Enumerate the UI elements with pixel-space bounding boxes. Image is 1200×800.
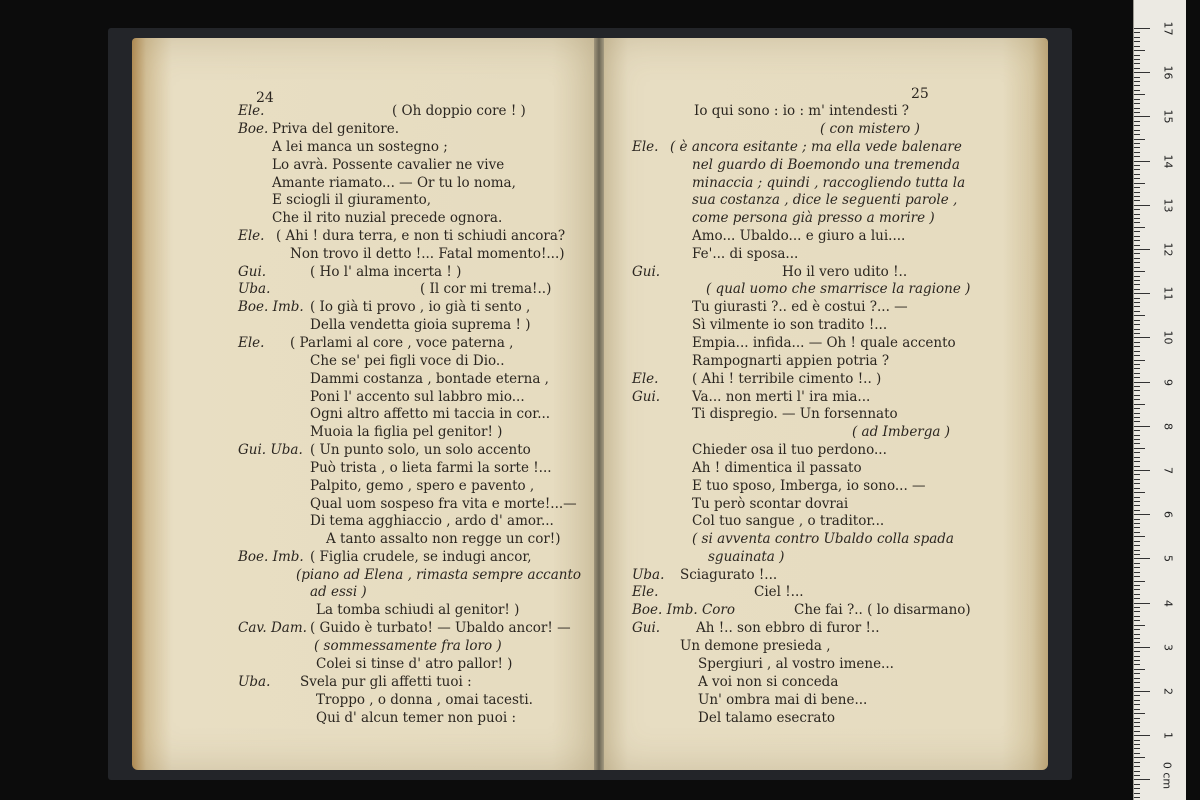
ruler-tick bbox=[1134, 527, 1140, 528]
ruler-label: 15 bbox=[1161, 109, 1175, 124]
ruler-label: 16 bbox=[1161, 65, 1175, 80]
ruler-tick bbox=[1134, 638, 1140, 639]
page-number-left: 24 bbox=[256, 90, 274, 106]
ruler-tick bbox=[1134, 139, 1145, 140]
ruler-tick bbox=[1134, 700, 1140, 701]
ruler-tick bbox=[1134, 41, 1140, 42]
ruler-tick bbox=[1134, 245, 1140, 246]
verse-line: Ciel !... bbox=[754, 584, 804, 600]
ruler-tick bbox=[1134, 589, 1140, 590]
verse-line: Qui d' alcun temer non puoi : bbox=[316, 710, 517, 726]
ruler-tick bbox=[1134, 625, 1145, 626]
verse-line: Muoia la figlia pel genitor! ) bbox=[310, 424, 503, 440]
ruler-tick bbox=[1134, 735, 1150, 736]
ruler-tick bbox=[1134, 329, 1140, 330]
ruler-tick bbox=[1134, 103, 1140, 104]
ruler-tick bbox=[1134, 567, 1140, 568]
ruler-tick bbox=[1134, 709, 1140, 710]
verse-line: sua costanza , dice le seguenti parole , bbox=[692, 192, 958, 208]
verse-line: La tomba schiudi al genitor! ) bbox=[316, 602, 520, 618]
speaker-label: Boe. Imb. bbox=[238, 299, 304, 315]
ruler-tick bbox=[1134, 276, 1140, 277]
ruler-tick bbox=[1134, 779, 1150, 780]
ruler-tick bbox=[1134, 346, 1140, 347]
ruler-tick bbox=[1134, 143, 1140, 144]
ruler-tick bbox=[1134, 673, 1140, 674]
verse-line: Tu giurasti ?.. ed è costui ?... — bbox=[692, 299, 908, 315]
ruler-tick bbox=[1134, 72, 1150, 73]
ruler-tick bbox=[1134, 382, 1150, 383]
ruler-tick bbox=[1134, 762, 1140, 763]
verse-line: ( è ancora esitante ; ma ella vede balenare bbox=[670, 139, 962, 155]
ruler-tick bbox=[1134, 479, 1140, 480]
measurement-ruler bbox=[1133, 0, 1186, 800]
speaker-label: Ele. bbox=[238, 103, 265, 119]
ruler-tick bbox=[1134, 81, 1140, 82]
ruler-tick bbox=[1134, 134, 1140, 135]
verse-line: Fe'... di sposa... bbox=[692, 246, 799, 262]
verse-line: ( ad Imberga ) bbox=[852, 424, 951, 440]
ruler-tick bbox=[1134, 505, 1140, 506]
ruler-tick bbox=[1134, 704, 1140, 705]
ruler-tick bbox=[1134, 519, 1140, 520]
ruler-tick bbox=[1134, 660, 1140, 661]
verse-line: Empia... infida... — Oh ! quale accento bbox=[692, 335, 956, 351]
verse-line: Palpito, gemo , spero e pavento , bbox=[310, 478, 535, 494]
ruler-tick bbox=[1134, 554, 1140, 555]
ruler-label: 12 bbox=[1161, 242, 1175, 257]
verse-line: Sciagurato !... bbox=[680, 567, 778, 583]
verse-line: (piano ad Elena , rimasta sempre accanto bbox=[296, 567, 582, 583]
ruler-tick bbox=[1134, 130, 1140, 131]
verse-line: Va... non merti l' ira mia... bbox=[692, 389, 871, 405]
verse-line: Sì vilmente io son tradito !... bbox=[692, 317, 888, 333]
ruler-tick bbox=[1134, 691, 1150, 692]
verse-line: Non trovo il detto !... Fatal momento!...) bbox=[290, 246, 565, 262]
ruler-label: 9 bbox=[1161, 378, 1175, 386]
ruler-tick bbox=[1134, 474, 1140, 475]
ruler-tick bbox=[1134, 68, 1140, 69]
ruler-tick bbox=[1134, 620, 1140, 621]
ruler-tick bbox=[1134, 169, 1140, 170]
ruler-tick bbox=[1134, 718, 1140, 719]
ruler-tick bbox=[1134, 46, 1140, 47]
verse-line: Che se' pei figli voce di Dio.. bbox=[310, 353, 505, 369]
ruler-tick bbox=[1134, 413, 1140, 414]
ruler-tick bbox=[1134, 651, 1140, 652]
verse-line: Ti dispregio. — Un forsennato bbox=[692, 406, 898, 422]
ruler-tick bbox=[1134, 523, 1140, 524]
verse-line: Può trista , o lieta farmi la sorte !... bbox=[310, 460, 552, 476]
ruler-tick bbox=[1134, 603, 1150, 604]
ruler-tick bbox=[1134, 165, 1140, 166]
speaker-label: Boe. Imb. Coro bbox=[632, 602, 736, 618]
ruler-tick bbox=[1134, 443, 1140, 444]
ruler-label: 4 bbox=[1161, 599, 1175, 607]
ruler-tick bbox=[1134, 576, 1140, 577]
ruler-tick bbox=[1134, 351, 1140, 352]
verse-line: Poni l' accento sul labbro mio... bbox=[310, 389, 525, 405]
ruler-tick bbox=[1134, 77, 1140, 78]
ruler-tick bbox=[1134, 99, 1140, 100]
ruler-tick bbox=[1134, 435, 1140, 436]
speaker-label: Gui. Uba. bbox=[238, 442, 303, 458]
ruler-tick bbox=[1134, 541, 1140, 542]
speaker-label: Gui. bbox=[632, 264, 661, 280]
speaker-label: Gui. bbox=[238, 264, 267, 280]
verse-line: Un' ombra mai di bene... bbox=[698, 692, 868, 708]
verse-line: ( Un punto solo, un solo accento bbox=[310, 442, 531, 458]
ruler-tick bbox=[1134, 744, 1140, 745]
verse-line: Troppo , o donna , omai tacesti. bbox=[316, 692, 533, 708]
ruler-label: 13 bbox=[1161, 198, 1175, 213]
verse-line: ( Parlami al core , voce paterna , bbox=[290, 335, 514, 351]
ruler-label: 14 bbox=[1161, 154, 1175, 169]
ruler-tick bbox=[1134, 258, 1140, 259]
ruler-tick bbox=[1134, 94, 1145, 95]
verse-line: ( sommessamente fra loro ) bbox=[314, 638, 502, 654]
speaker-label: Ele. bbox=[238, 228, 265, 244]
ruler-tick bbox=[1134, 302, 1140, 303]
ruler-tick bbox=[1134, 63, 1140, 64]
verse-line: minaccia ; quindi , raccogliendo tutta la bbox=[692, 175, 966, 191]
ruler-tick bbox=[1134, 315, 1145, 316]
ruler-tick bbox=[1134, 461, 1140, 462]
verse-line: Spergiuri , al vostro imene... bbox=[698, 656, 894, 672]
speaker-label: Cav. Dam. bbox=[238, 620, 307, 636]
verse-line: ( Ahi ! dura terra, e non ti schiudi ancora? bbox=[276, 228, 566, 244]
verse-line: Ho il vero udito !.. bbox=[782, 264, 908, 280]
ruler-tick bbox=[1134, 85, 1140, 86]
ruler-tick bbox=[1134, 55, 1140, 56]
verse-line: A voi non si conceda bbox=[698, 674, 839, 690]
ruler-tick bbox=[1134, 373, 1140, 374]
ruler-label: 1 bbox=[1161, 732, 1175, 740]
ruler-tick bbox=[1134, 116, 1150, 117]
ruler-tick bbox=[1134, 32, 1140, 33]
ruler-tick bbox=[1134, 417, 1140, 418]
ruler-tick bbox=[1134, 152, 1140, 153]
ruler-tick bbox=[1134, 156, 1140, 157]
ruler-tick bbox=[1134, 629, 1140, 630]
verse-line: ( Guido è turbato! — Ubaldo ancor! — bbox=[310, 620, 571, 636]
ruler-tick bbox=[1134, 687, 1140, 688]
verse-line: ( qual uomo che smarrisce la ragione ) bbox=[706, 281, 971, 297]
ruler-tick bbox=[1134, 726, 1140, 727]
ruler-tick bbox=[1134, 611, 1140, 612]
verse-line: Amo... Ubaldo... e giuro a lui.... bbox=[692, 228, 906, 244]
ruler-tick bbox=[1134, 267, 1140, 268]
ruler-tick bbox=[1134, 298, 1140, 299]
ruler-label: 5 bbox=[1161, 555, 1175, 563]
ruler-tick bbox=[1134, 488, 1140, 489]
ruler-tick bbox=[1134, 647, 1150, 648]
ruler-tick bbox=[1134, 249, 1150, 250]
verse-line: Amante riamato... — Or tu lo noma, bbox=[272, 175, 516, 191]
verse-line: Io qui sono : io : m' intendesti ? bbox=[694, 103, 910, 119]
ruler-tick bbox=[1134, 656, 1140, 657]
verse-line: Tu però scontar dovrai bbox=[692, 496, 849, 512]
ruler-tick bbox=[1134, 563, 1140, 564]
ruler-tick bbox=[1134, 510, 1140, 511]
ruler-tick bbox=[1134, 390, 1140, 391]
ruler-tick bbox=[1134, 616, 1140, 617]
speaker-label: Ele. bbox=[632, 139, 659, 155]
ruler-tick bbox=[1134, 368, 1140, 369]
ruler-tick bbox=[1134, 333, 1140, 334]
ruler-tick bbox=[1134, 121, 1140, 122]
ruler-tick bbox=[1134, 222, 1140, 223]
verse-line: sguainata ) bbox=[708, 549, 785, 565]
book-gutter bbox=[594, 38, 604, 770]
ruler-tick bbox=[1134, 205, 1150, 206]
ruler-tick bbox=[1134, 793, 1140, 794]
ruler-tick bbox=[1134, 532, 1140, 533]
verse-line: ( Il cor mi trema!..) bbox=[420, 281, 552, 297]
ruler-tick bbox=[1134, 598, 1140, 599]
ruler-tick bbox=[1134, 771, 1140, 772]
ruler-tick bbox=[1134, 28, 1150, 29]
ruler-tick bbox=[1134, 664, 1140, 665]
ruler-tick bbox=[1134, 740, 1140, 741]
ruler-tick bbox=[1134, 262, 1140, 263]
ruler-tick bbox=[1134, 108, 1140, 109]
ruler-tick bbox=[1134, 408, 1140, 409]
verse-line: ( Io già ti provo , io già ti sento , bbox=[310, 299, 531, 315]
verse-line: Che fai ?.. ( lo disarmano) bbox=[794, 602, 971, 618]
verse-line: ad essi ) bbox=[310, 584, 367, 600]
verse-line: Dammi costanza , bontade eterna , bbox=[310, 371, 549, 387]
ruler-tick bbox=[1134, 497, 1140, 498]
ruler-tick bbox=[1134, 501, 1140, 502]
ruler-tick bbox=[1134, 90, 1140, 91]
ruler-tick bbox=[1134, 231, 1140, 232]
ruler-tick bbox=[1134, 284, 1140, 285]
ruler-tick bbox=[1134, 271, 1145, 272]
verse-line: Priva del genitore. bbox=[272, 121, 399, 137]
ruler-tick bbox=[1134, 757, 1145, 758]
speaker-label: Ele. bbox=[632, 584, 659, 600]
speaker-label: Boe. bbox=[238, 121, 269, 137]
ruler-tick bbox=[1134, 536, 1145, 537]
ruler-tick bbox=[1134, 695, 1140, 696]
ruler-tick bbox=[1134, 187, 1140, 188]
ruler-tick bbox=[1134, 457, 1140, 458]
verse-line: ( Ho l' alma incerta ! ) bbox=[310, 264, 462, 280]
ruler-tick bbox=[1134, 364, 1140, 365]
ruler-tick bbox=[1134, 227, 1145, 228]
ruler-tick bbox=[1134, 448, 1145, 449]
ruler-label: 8 bbox=[1161, 422, 1175, 430]
ruler-tick bbox=[1134, 748, 1140, 749]
verse-line: Col tuo sangue , o traditor... bbox=[692, 513, 885, 529]
verse-line: E sciogli il giuramento, bbox=[272, 192, 432, 208]
ruler-tick bbox=[1134, 218, 1140, 219]
page-number-right: 25 bbox=[911, 86, 929, 102]
ruler-tick bbox=[1134, 306, 1140, 307]
verse-line: A lei manca un sostegno ; bbox=[272, 139, 448, 155]
ruler-tick bbox=[1134, 192, 1140, 193]
ruler-tick bbox=[1134, 355, 1140, 356]
ruler-tick bbox=[1134, 797, 1140, 798]
verse-line: E tuo sposo, Imberga, io sono... — bbox=[692, 478, 926, 494]
speaker-label: Ele. bbox=[632, 371, 659, 387]
ruler-label: 7 bbox=[1161, 467, 1175, 474]
ruler-tick bbox=[1134, 514, 1150, 515]
ruler-tick bbox=[1134, 430, 1140, 431]
verse-line: come persona già presso a morire ) bbox=[692, 210, 935, 226]
ruler-tick bbox=[1134, 342, 1140, 343]
speaker-label: Gui. bbox=[632, 620, 661, 636]
verse-line: Qual uom sospeso fra vita e morte!...— bbox=[310, 496, 577, 512]
ruler-tick bbox=[1134, 753, 1140, 754]
ruler-tick bbox=[1134, 421, 1140, 422]
speaker-label: Boe. Imb. bbox=[238, 549, 304, 565]
ruler-tick bbox=[1134, 161, 1150, 162]
ruler-label: 11 bbox=[1161, 286, 1175, 301]
speaker-label: Ele. bbox=[238, 335, 265, 351]
ruler-tick bbox=[1134, 37, 1140, 38]
ruler-tick bbox=[1134, 174, 1140, 175]
verse-line: ( Oh doppio core ! ) bbox=[392, 103, 526, 119]
ruler-tick bbox=[1134, 775, 1140, 776]
ruler-tick bbox=[1134, 404, 1145, 405]
speaker-label: Gui. bbox=[632, 389, 661, 405]
verse-line: Della vendetta gioia suprema ! ) bbox=[310, 317, 531, 333]
verse-line: Rampognarti appien potria ? bbox=[692, 353, 890, 369]
ruler-tick bbox=[1134, 426, 1150, 427]
ruler-tick bbox=[1134, 395, 1140, 396]
ruler-tick bbox=[1134, 713, 1145, 714]
ruler-tick bbox=[1134, 209, 1140, 210]
verse-line: Colei si tinse d' atro pallor! ) bbox=[316, 656, 513, 672]
verse-line: Ogni altro affetto mi taccia in cor... bbox=[310, 406, 551, 422]
ruler-label: 0 cm bbox=[1160, 762, 1174, 790]
ruler-tick bbox=[1134, 470, 1150, 471]
ruler-label: 2 bbox=[1161, 688, 1175, 695]
ruler-tick bbox=[1134, 766, 1140, 767]
verse-line: Lo avrà. Possente cavalier ne vive bbox=[272, 157, 505, 173]
ruler-tick bbox=[1134, 50, 1145, 51]
ruler-tick bbox=[1134, 289, 1140, 290]
ruler-tick bbox=[1134, 320, 1140, 321]
ruler-tick bbox=[1134, 492, 1145, 493]
ruler-tick bbox=[1134, 183, 1145, 184]
ruler-tick bbox=[1134, 377, 1140, 378]
ruler-tick bbox=[1134, 550, 1140, 551]
ruler-tick bbox=[1134, 678, 1140, 679]
speaker-label: Uba. bbox=[238, 674, 271, 690]
ruler-tick bbox=[1134, 196, 1140, 197]
ruler-tick bbox=[1134, 634, 1140, 635]
ruler-tick bbox=[1134, 253, 1140, 254]
ruler-tick bbox=[1134, 147, 1140, 148]
ruler-tick bbox=[1134, 280, 1140, 281]
verse-line: Ah ! dimentica il passato bbox=[692, 460, 862, 476]
verse-line: Un demone presieda , bbox=[680, 638, 831, 654]
ruler-tick bbox=[1134, 466, 1140, 467]
ruler-tick bbox=[1134, 731, 1140, 732]
ruler-tick bbox=[1134, 784, 1140, 785]
ruler-tick bbox=[1134, 240, 1140, 241]
ruler-tick bbox=[1134, 399, 1140, 400]
ruler-tick bbox=[1134, 642, 1140, 643]
ruler-tick bbox=[1134, 572, 1140, 573]
verse-line: Di tema agghiaccio , ardo d' amor... bbox=[310, 513, 554, 529]
ruler-tick bbox=[1134, 200, 1140, 201]
ruler-label: 17 bbox=[1161, 21, 1175, 36]
ruler-tick bbox=[1134, 788, 1140, 789]
ruler-tick bbox=[1134, 293, 1150, 294]
ruler-label: 6 bbox=[1161, 511, 1175, 519]
ruler-tick bbox=[1134, 483, 1140, 484]
ruler-tick bbox=[1134, 545, 1140, 546]
ruler-label: 10 bbox=[1161, 330, 1175, 345]
ruler-tick bbox=[1134, 337, 1150, 338]
ruler-tick bbox=[1134, 682, 1140, 683]
verse-line: ( Ahi ! terribile cimento !.. ) bbox=[692, 371, 882, 387]
ruler-tick bbox=[1134, 607, 1140, 608]
ruler-tick bbox=[1134, 125, 1140, 126]
ruler-tick bbox=[1134, 439, 1140, 440]
verse-line: nel guardo di Boemondo una tremenda bbox=[692, 157, 960, 173]
ruler-tick bbox=[1134, 112, 1140, 113]
ruler-label: 3 bbox=[1161, 643, 1175, 651]
verse-line: ( Figlia crudele, se indugi ancor, bbox=[310, 549, 532, 565]
ruler-tick bbox=[1134, 452, 1140, 453]
ruler-tick bbox=[1134, 722, 1140, 723]
ruler-tick bbox=[1134, 594, 1140, 595]
ruler-tick bbox=[1134, 324, 1140, 325]
verse-line: ( si avventa contro Ubaldo colla spada bbox=[692, 531, 954, 547]
verse-line: Ah !.. son ebbro di furor !.. bbox=[696, 620, 880, 636]
ruler-tick bbox=[1134, 558, 1150, 559]
ruler-tick bbox=[1134, 386, 1140, 387]
verse-line: ( con mistero ) bbox=[820, 121, 920, 137]
verse-line: Del talamo esecrato bbox=[698, 710, 836, 726]
ruler-tick bbox=[1134, 59, 1140, 60]
verse-line: Che il rito nuzial precede ognora. bbox=[272, 210, 503, 226]
ruler-tick bbox=[1134, 360, 1145, 361]
ruler-tick bbox=[1134, 581, 1145, 582]
verse-line: Svela pur gli affetti tuoi : bbox=[300, 674, 472, 690]
ruler-tick bbox=[1134, 178, 1140, 179]
speaker-label: Uba. bbox=[632, 567, 665, 583]
ruler-tick bbox=[1134, 669, 1145, 670]
verse-line: A tanto assalto non regge un cor!) bbox=[326, 531, 561, 547]
verse-line: Chieder osa il tuo perdono... bbox=[692, 442, 887, 458]
ruler-tick bbox=[1134, 236, 1140, 237]
ruler-tick bbox=[1134, 311, 1140, 312]
ruler-tick bbox=[1134, 214, 1140, 215]
ruler-tick bbox=[1134, 585, 1140, 586]
speaker-label: Uba. bbox=[238, 281, 271, 297]
